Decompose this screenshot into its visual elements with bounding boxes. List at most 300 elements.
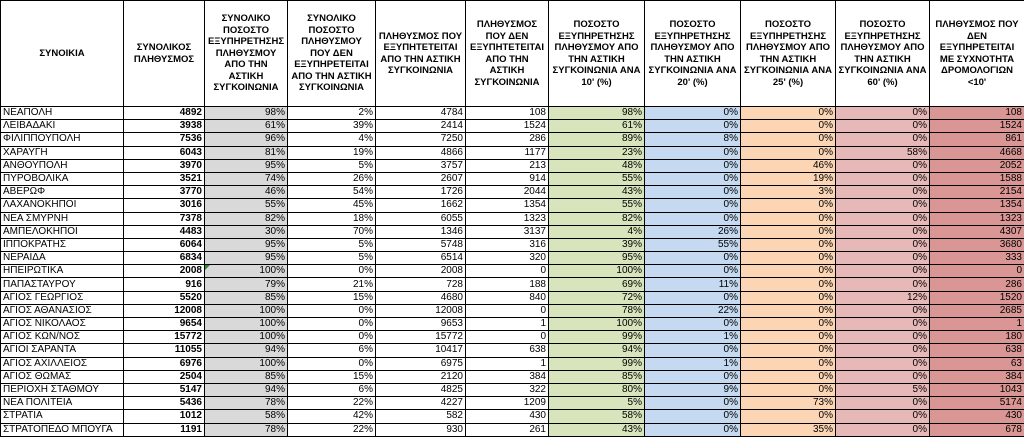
served-population-cell: 728 <box>376 278 466 291</box>
table-row <box>1 397 1024 410</box>
served-20min-cell: 0% <box>645 423 741 436</box>
served-10min-cell: 43% <box>549 186 645 199</box>
served-25min-cell: 0% <box>741 318 836 331</box>
served-25min-cell: 0% <box>741 291 836 304</box>
served-25min-cell: 35% <box>741 423 836 436</box>
served-10min-cell: 58% <box>549 410 645 423</box>
served-population-cell: 1662 <box>376 199 466 212</box>
served-60min-cell: 12% <box>836 291 930 304</box>
unserved-pct-cell: 5% <box>288 238 376 251</box>
served-10min-cell: 55% <box>549 172 645 185</box>
served-population-cell: 582 <box>376 410 466 423</box>
col-header-served-10min: ΠΟΣΟΣΤΟ ΕΞΥΠΗΡΕΤΗΣΗΣ ΠΛΗΘΥΣΜΟΥ ΑΠΟ ΤΗΝ ΑΣΤΙΚΗ ΣΥΓΚΟΙΝΩΝΙΑ ΑΝΑ 10' (%) <box>549 1 645 107</box>
unserved-freq-cell: 1588 <box>930 172 1024 185</box>
total-population-cell: 3770 <box>124 186 205 199</box>
unserved-pct-cell: 22% <box>288 423 376 436</box>
total-population-cell: 6976 <box>124 357 205 370</box>
table-row <box>1 199 1024 212</box>
served-10min-cell: 100% <box>549 318 645 331</box>
unserved-population-cell: 1354 <box>466 199 549 212</box>
col-header-unserved-freq-10min: ΠΛΗΘΥΣΜΟΣ ΠΟΥ ΔΕΝ ΕΞΥΠΗΡΕΤΕΙΤΑΙ ΜΕ ΣΥΧΝΟΤΗΤΑ ΔΡΟΜΟΛΟΓΙΩΝ <10' <box>930 1 1024 107</box>
served-10min-cell: 69% <box>549 278 645 291</box>
served-60min-cell: 0% <box>836 252 930 265</box>
served-60min-cell: 58% <box>836 146 930 159</box>
served-10min-cell: 95% <box>549 252 645 265</box>
total-population-cell: 4892 <box>124 107 205 120</box>
unserved-pct-cell: 0% <box>288 304 376 317</box>
served-25min-cell: 0% <box>741 370 836 383</box>
served-60min-cell: 0% <box>836 199 930 212</box>
total-population-cell: 3521 <box>124 172 205 185</box>
served-25min-cell: 0% <box>741 199 836 212</box>
unserved-population-cell: 1209 <box>466 397 549 410</box>
unserved-freq-cell: 2685 <box>930 304 1024 317</box>
served-pct-cell: 100% <box>205 265 288 278</box>
unserved-freq-cell: 638 <box>930 344 1024 357</box>
unserved-pct-cell: 0% <box>288 357 376 370</box>
unserved-population-cell: 213 <box>466 159 549 172</box>
neighborhood-cell: ΛΑΧΑΝΟΚΗΠΟΙ <box>1 199 124 212</box>
unserved-population-cell: 1 <box>466 318 549 331</box>
served-60min-cell: 0% <box>836 344 930 357</box>
served-10min-cell: 72% <box>549 291 645 304</box>
served-25min-cell: 3% <box>741 186 836 199</box>
unserved-pct-cell: 4% <box>288 133 376 146</box>
served-20min-cell: 0% <box>645 212 741 225</box>
served-25min-cell: 46% <box>741 159 836 172</box>
served-20min-cell: 26% <box>645 225 741 238</box>
total-population-cell: 6043 <box>124 146 205 159</box>
unserved-population-cell: 430 <box>466 410 549 423</box>
unserved-freq-cell: 108 <box>930 107 1024 120</box>
served-60min-cell: 0% <box>836 172 930 185</box>
neighborhood-cell: ΣΤΡΑΤΟΠΕΔΟ ΜΠΟΥΓΑ <box>1 423 124 436</box>
served-pct-cell: 74% <box>205 172 288 185</box>
served-60min-cell: 5% <box>836 383 930 396</box>
col-header-unserved-pct: ΣΥΝΟΛΙΚΟ ΠΟΣΟΣΤΟ ΠΛΗΘΥΣΜΟΥ ΠΟΥ ΔΕΝ ΕΞΥΠΗΡΕΤΕΙΤΑΙ ΑΠΟ ΤΗΝ ΑΣΤΙΚΗ ΣΥΓΚΟΙΝΩΝΙΑ <box>288 1 376 107</box>
served-10min-cell: 94% <box>549 344 645 357</box>
served-20min-cell: 0% <box>645 370 741 383</box>
served-pct-cell: 81% <box>205 146 288 159</box>
neighborhood-cell: ΑΓΙΟΣ ΑΘΑΝΑΣΙΟΣ <box>1 304 124 317</box>
served-20min-cell: 0% <box>645 252 741 265</box>
served-25min-cell: 0% <box>741 278 836 291</box>
neighborhood-cell: ΣΤΡΑΤΙΑ <box>1 410 124 423</box>
header-row <box>1 1 1024 107</box>
table-row <box>1 278 1024 291</box>
served-25min-cell: 0% <box>741 304 836 317</box>
unserved-pct-cell: 6% <box>288 344 376 357</box>
unserved-population-cell: 0 <box>466 304 549 317</box>
unserved-pct-cell: 0% <box>288 265 376 278</box>
total-population-cell: 3938 <box>124 120 205 133</box>
served-25min-cell: 0% <box>741 410 836 423</box>
served-60min-cell: 0% <box>836 410 930 423</box>
unserved-population-cell: 261 <box>466 423 549 436</box>
table-row <box>1 370 1024 383</box>
neighborhood-cell: ΑΓΙΟΣ ΑΧΙΛΛΕΙΟΣ <box>1 357 124 370</box>
unserved-pct-cell: 21% <box>288 278 376 291</box>
neighborhood-cell: ΠΥΡΟΒΟΛΙΚΑ <box>1 172 124 185</box>
unserved-freq-cell: 1043 <box>930 383 1024 396</box>
served-pct-cell: 95% <box>205 252 288 265</box>
served-population-cell: 1726 <box>376 186 466 199</box>
served-population-cell: 2120 <box>376 370 466 383</box>
served-pct-cell: 100% <box>205 357 288 370</box>
unserved-freq-cell: 286 <box>930 278 1024 291</box>
unserved-freq-cell: 5174 <box>930 397 1024 410</box>
served-20min-cell: 0% <box>645 265 741 278</box>
served-20min-cell: 55% <box>645 238 741 251</box>
unserved-pct-cell: 0% <box>288 318 376 331</box>
total-population-cell: 5147 <box>124 383 205 396</box>
served-population-cell: 4680 <box>376 291 466 304</box>
served-10min-cell: 82% <box>549 212 645 225</box>
neighborhood-cell: ΠΑΠΑΣΤΑΥΡΟΥ <box>1 278 124 291</box>
total-population-cell: 6834 <box>124 252 205 265</box>
unserved-population-cell: 2044 <box>466 186 549 199</box>
served-population-cell: 930 <box>376 423 466 436</box>
unserved-freq-cell: 333 <box>930 252 1024 265</box>
served-10min-cell: 55% <box>549 199 645 212</box>
served-60min-cell: 0% <box>836 133 930 146</box>
neighborhood-cell: ΝΕΑΠΟΛΗ <box>1 107 124 120</box>
served-20min-cell: 0% <box>645 146 741 159</box>
table-row <box>1 238 1024 251</box>
neighborhood-cell: ΠΕΡΙΟΧΗ ΣΤΑΘΜΟΥ <box>1 383 124 396</box>
served-pct-cell: 100% <box>205 304 288 317</box>
served-60min-cell: 0% <box>836 212 930 225</box>
served-10min-cell: 99% <box>549 331 645 344</box>
served-25min-cell: 0% <box>741 107 836 120</box>
col-header-served-pct: ΣΥΝΟΛΙΚΟ ΠΟΣΟΣΤΟ ΕΞΥΠΗΡΕΤΗΣΗΣ ΠΛΗΘΥΣΜΟΥ ΑΠΟ ΤΗΝ ΑΣΤΙΚΗ ΣΥΓΚΟΙΝΩΝΙΑ <box>205 1 288 107</box>
served-population-cell: 1346 <box>376 225 466 238</box>
served-20min-cell: 1% <box>645 357 741 370</box>
served-25min-cell: 19% <box>741 172 836 185</box>
served-25min-cell: 0% <box>741 252 836 265</box>
served-20min-cell: 22% <box>645 304 741 317</box>
unserved-pct-cell: 54% <box>288 186 376 199</box>
served-10min-cell: 23% <box>549 146 645 159</box>
col-header-served-25min: ΠΟΣΟΣΤΟ ΕΞΥΠΗΡΕΤΗΣΗΣ ΠΛΗΘΥΣΜΟΥ ΑΠΟ ΤΗΝ ΑΣΤΙΚΗ ΣΥΓΚΟΙΝΩΝΙΑ ΑΝΑ 25' (%) <box>741 1 836 107</box>
unserved-freq-cell: 1354 <box>930 199 1024 212</box>
unserved-pct-cell: 18% <box>288 212 376 225</box>
total-population-cell: 3016 <box>124 199 205 212</box>
table-row <box>1 186 1024 199</box>
table-row <box>1 291 1024 304</box>
served-population-cell: 4866 <box>376 146 466 159</box>
served-20min-cell: 0% <box>645 199 741 212</box>
served-population-cell: 2414 <box>376 120 466 133</box>
unserved-population-cell: 1524 <box>466 120 549 133</box>
table-row <box>1 146 1024 159</box>
served-25min-cell: 73% <box>741 397 836 410</box>
col-header-served-60min: ΠΟΣΟΣΤΟ ΕΞΥΠΗΡΕΤΗΣΗΣ ΠΛΗΘΥΣΜΟΥ ΑΠΟ ΤΗΝ ΑΣΤΙΚΗ ΣΥΓΚΟΙΝΩΝΙΑ ΑΝΑ 60' (%) <box>836 1 930 107</box>
unserved-population-cell: 286 <box>466 133 549 146</box>
unserved-freq-cell: 861 <box>930 133 1024 146</box>
unserved-pct-cell: 5% <box>288 252 376 265</box>
served-population-cell: 4784 <box>376 107 466 120</box>
served-20min-cell: 9% <box>645 383 741 396</box>
total-population-cell: 12008 <box>124 304 205 317</box>
served-20min-cell: 0% <box>645 344 741 357</box>
served-pct-cell: 85% <box>205 370 288 383</box>
served-pct-cell: 95% <box>205 159 288 172</box>
served-60min-cell: 0% <box>836 331 930 344</box>
served-60min-cell: 0% <box>836 397 930 410</box>
served-pct-cell: 55% <box>205 199 288 212</box>
unserved-population-cell: 3137 <box>466 225 549 238</box>
table-row <box>1 225 1024 238</box>
unserved-pct-cell: 2% <box>288 107 376 120</box>
unserved-freq-cell: 430 <box>930 410 1024 423</box>
neighborhood-cell: ΑΓΙΟΣ ΓΕΩΡΓΙΟΣ <box>1 291 124 304</box>
served-60min-cell: 0% <box>836 304 930 317</box>
total-population-cell: 7378 <box>124 212 205 225</box>
served-10min-cell: 100% <box>549 265 645 278</box>
total-population-cell: 5436 <box>124 397 205 410</box>
served-25min-cell: 0% <box>741 146 836 159</box>
served-10min-cell: 85% <box>549 370 645 383</box>
neighborhood-cell: ΗΠΕΙΡΩΤΙΚΑ <box>1 265 124 278</box>
served-25min-cell: 0% <box>741 383 836 396</box>
total-population-cell: 3970 <box>124 159 205 172</box>
table-body <box>1 107 1024 437</box>
col-header-total-population: ΣΥΝΟΛΙΚΟΣ ΠΛΗΘΥΣΜΟΣ <box>124 1 205 107</box>
served-population-cell: 3757 <box>376 159 466 172</box>
total-population-cell: 2504 <box>124 370 205 383</box>
unserved-pct-cell: 0% <box>288 331 376 344</box>
unserved-freq-cell: 1 <box>930 318 1024 331</box>
unserved-population-cell: 320 <box>466 252 549 265</box>
served-population-cell: 6055 <box>376 212 466 225</box>
unserved-freq-cell: 63 <box>930 357 1024 370</box>
unserved-freq-cell: 2154 <box>930 186 1024 199</box>
served-20min-cell: 0% <box>645 291 741 304</box>
total-population-cell: 5520 <box>124 291 205 304</box>
table-row <box>1 107 1024 120</box>
served-pct-cell: 94% <box>205 383 288 396</box>
table-row <box>1 423 1024 436</box>
served-20min-cell: 0% <box>645 410 741 423</box>
served-population-cell: 4825 <box>376 383 466 396</box>
served-20min-cell: 0% <box>645 120 741 133</box>
table-row <box>1 344 1024 357</box>
total-population-cell: 11055 <box>124 344 205 357</box>
served-10min-cell: 99% <box>549 357 645 370</box>
unserved-pct-cell: 39% <box>288 120 376 133</box>
served-pct-cell: 58% <box>205 410 288 423</box>
served-25min-cell: 0% <box>741 120 836 133</box>
total-population-cell: 6064 <box>124 238 205 251</box>
unserved-population-cell: 1 <box>466 357 549 370</box>
served-pct-cell: 61% <box>205 120 288 133</box>
served-60min-cell: 0% <box>836 357 930 370</box>
unserved-freq-cell: 4668 <box>930 146 1024 159</box>
served-20min-cell: 8% <box>645 133 741 146</box>
served-25min-cell: 0% <box>741 225 836 238</box>
unserved-pct-cell: 15% <box>288 370 376 383</box>
table-row <box>1 159 1024 172</box>
served-population-cell: 2607 <box>376 172 466 185</box>
served-25min-cell: 0% <box>741 238 836 251</box>
unserved-freq-cell: 384 <box>930 370 1024 383</box>
unserved-freq-cell: 678 <box>930 423 1024 436</box>
table-row <box>1 331 1024 344</box>
neighborhood-cell: ΦΙΛΙΠΠΟΥΠΟΛΗ <box>1 133 124 146</box>
served-pct-cell: 98% <box>205 107 288 120</box>
total-population-cell: 2008 <box>124 265 205 278</box>
table-row <box>1 318 1024 331</box>
table-row <box>1 212 1024 225</box>
table-row <box>1 410 1024 423</box>
unserved-pct-cell: 6% <box>288 383 376 396</box>
served-pct-cell: 100% <box>205 331 288 344</box>
served-20min-cell: 11% <box>645 278 741 291</box>
neighborhood-cell: ΑΓΙΟΣ ΘΩΜΑΣ <box>1 370 124 383</box>
neighborhood-cell: ΑΓΙΟΙ ΣΑΡΑΝΤΑ <box>1 344 124 357</box>
unserved-freq-cell: 2052 <box>930 159 1024 172</box>
served-25min-cell: 0% <box>741 212 836 225</box>
served-population-cell: 6975 <box>376 357 466 370</box>
unserved-population-cell: 914 <box>466 172 549 185</box>
col-header-served-20min: ΠΟΣΟΣΤΟ ΕΞΥΠΗΡΕΤΗΣΗΣ ΠΛΗΘΥΣΜΟΥ ΑΠΟ ΤΗΝ ΑΣΤΙΚΗ ΣΥΓΚΟΙΝΩΝΙΑ ΑΝΑ 20' (%) <box>645 1 741 107</box>
served-pct-cell: 85% <box>205 291 288 304</box>
unserved-pct-cell: 19% <box>288 146 376 159</box>
served-population-cell: 5748 <box>376 238 466 251</box>
neighborhood-cell: ΑΒΕΡΩΦ <box>1 186 124 199</box>
served-pct-cell: 82% <box>205 212 288 225</box>
served-20min-cell: 0% <box>645 172 741 185</box>
served-60min-cell: 0% <box>836 225 930 238</box>
served-10min-cell: 5% <box>549 397 645 410</box>
neighborhood-cell: ΑΝΘΟΥΠΟΛΗ <box>1 159 124 172</box>
table-row <box>1 383 1024 396</box>
unserved-population-cell: 0 <box>466 265 549 278</box>
unserved-population-cell: 840 <box>466 291 549 304</box>
total-population-cell: 7536 <box>124 133 205 146</box>
served-25min-cell: 0% <box>741 344 836 357</box>
served-population-cell: 12008 <box>376 304 466 317</box>
table-row <box>1 120 1024 133</box>
served-25min-cell: 0% <box>741 133 836 146</box>
served-pct-cell: 95% <box>205 238 288 251</box>
served-60min-cell: 0% <box>836 159 930 172</box>
served-pct-cell: 78% <box>205 423 288 436</box>
served-pct-cell: 100% <box>205 318 288 331</box>
unserved-pct-cell: 5% <box>288 159 376 172</box>
served-pct-cell: 96% <box>205 133 288 146</box>
table-row <box>1 252 1024 265</box>
unserved-population-cell: 322 <box>466 383 549 396</box>
served-60min-cell: 0% <box>836 318 930 331</box>
neighborhood-cell: ΑΓΙΟΣ ΚΩΝ/ΝΟΣ <box>1 331 124 344</box>
served-10min-cell: 78% <box>549 304 645 317</box>
served-pct-cell: 94% <box>205 344 288 357</box>
unserved-freq-cell: 3680 <box>930 238 1024 251</box>
unserved-freq-cell: 1520 <box>930 291 1024 304</box>
unserved-population-cell: 638 <box>466 344 549 357</box>
served-pct-cell: 30% <box>205 225 288 238</box>
unserved-population-cell: 316 <box>466 238 549 251</box>
unserved-pct-cell: 45% <box>288 199 376 212</box>
unserved-pct-cell: 15% <box>288 291 376 304</box>
col-header-neighborhood: ΣΥΝΟΙΚΙΑ <box>1 1 124 107</box>
unserved-freq-cell: 0 <box>930 265 1024 278</box>
unserved-pct-cell: 26% <box>288 172 376 185</box>
unserved-freq-cell: 1524 <box>930 120 1024 133</box>
served-60min-cell: 0% <box>836 423 930 436</box>
neighborhood-cell: ΝΕΑ ΠΟΛΙΤΕΙΑ <box>1 397 124 410</box>
served-20min-cell: 0% <box>645 159 741 172</box>
unserved-freq-cell: 4307 <box>930 225 1024 238</box>
served-20min-cell: 1% <box>645 331 741 344</box>
neighborhood-cell: ΑΜΠΕΛΟΚΗΠΟΙ <box>1 225 124 238</box>
unserved-population-cell: 1323 <box>466 212 549 225</box>
neighborhood-cell: ΙΠΠΟΚΡΑΤΗΣ <box>1 238 124 251</box>
unserved-freq-cell: 1323 <box>930 212 1024 225</box>
unserved-population-cell: 188 <box>466 278 549 291</box>
total-population-cell: 9654 <box>124 318 205 331</box>
total-population-cell: 15772 <box>124 331 205 344</box>
served-20min-cell: 0% <box>645 397 741 410</box>
unserved-pct-cell: 22% <box>288 397 376 410</box>
served-10min-cell: 39% <box>549 238 645 251</box>
served-10min-cell: 48% <box>549 159 645 172</box>
neighborhood-cell: ΛΕΙΒΑΔΑΚΙ <box>1 120 124 133</box>
served-25min-cell: 0% <box>741 265 836 278</box>
served-60min-cell: 0% <box>836 107 930 120</box>
served-pct-cell: 79% <box>205 278 288 291</box>
served-10min-cell: 43% <box>549 423 645 436</box>
unserved-pct-cell: 70% <box>288 225 376 238</box>
served-10min-cell: 80% <box>549 383 645 396</box>
served-60min-cell: 0% <box>836 370 930 383</box>
table-row <box>1 133 1024 146</box>
unserved-freq-cell: 180 <box>930 331 1024 344</box>
table-row <box>1 304 1024 317</box>
served-60min-cell: 0% <box>836 278 930 291</box>
served-60min-cell: 0% <box>836 186 930 199</box>
served-population-cell: 2008 <box>376 265 466 278</box>
served-25min-cell: 0% <box>741 357 836 370</box>
served-60min-cell: 0% <box>836 238 930 251</box>
served-population-cell: 10417 <box>376 344 466 357</box>
col-header-served-population: ΠΛΗΘΥΣΜΟΣ ΠΟΥ ΕΞΥΠΗΤΕΤΕΙΤΑΙ ΑΠΟ ΤΗΝ ΑΣΤΙΚΗ ΣΥΓΚΟΙΝΩΝΙΑ <box>376 1 466 107</box>
total-population-cell: 1012 <box>124 410 205 423</box>
served-20min-cell: 0% <box>645 186 741 199</box>
neighborhood-cell: ΝΕΑ ΣΜΥΡΝΗ <box>1 212 124 225</box>
served-population-cell: 7250 <box>376 133 466 146</box>
served-population-cell: 9653 <box>376 318 466 331</box>
served-60min-cell: 0% <box>836 120 930 133</box>
total-population-cell: 1191 <box>124 423 205 436</box>
served-20min-cell: 0% <box>645 318 741 331</box>
unserved-population-cell: 0 <box>466 331 549 344</box>
served-20min-cell: 0% <box>645 107 741 120</box>
neighborhood-cell: ΑΓΙΟΣ ΝΙΚΟΛΑΟΣ <box>1 318 124 331</box>
table-row <box>1 265 1024 278</box>
served-25min-cell: 0% <box>741 331 836 344</box>
served-population-cell: 6514 <box>376 252 466 265</box>
served-population-cell: 15772 <box>376 331 466 344</box>
neighborhood-cell: ΧΑΡΑΥΓΗ <box>1 146 124 159</box>
total-population-cell: 4483 <box>124 225 205 238</box>
col-header-unserved-population: ΠΛΗΘΥΣΜΟΣ ΠΟΥ ΔΕΝ ΕΞΥΠΗΤΕΤΕΙΤΑΙ ΑΠΟ ΤΗΝ ΑΣΤΙΚΗ ΣΥΓΚΟΙΝΩΝΙΑ <box>466 1 549 107</box>
neighborhood-cell: ΝΕΡΑΙΔΑ <box>1 252 124 265</box>
unserved-population-cell: 1177 <box>466 146 549 159</box>
unserved-population-cell: 108 <box>466 107 549 120</box>
